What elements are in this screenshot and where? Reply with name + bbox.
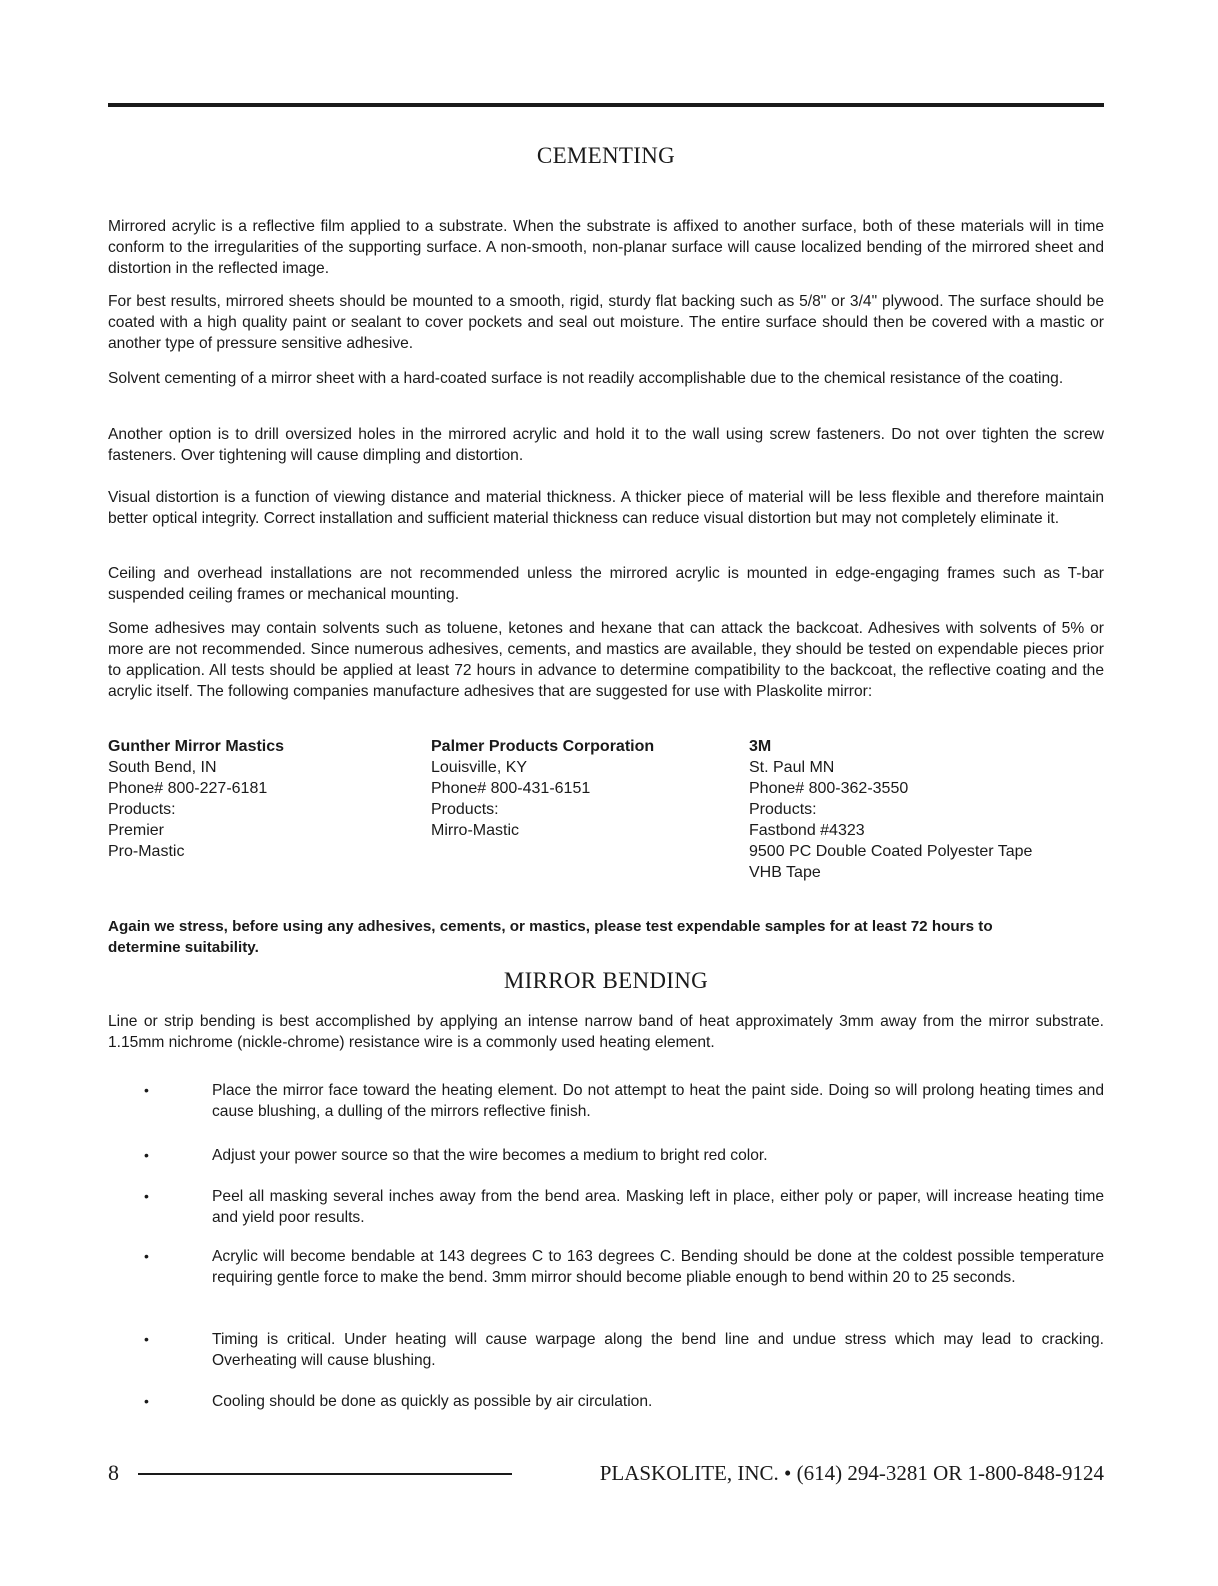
list-item-text: Place the mirror face toward the heating element. Do not attempt to heat the paint side. Doing so will prolong heating times and cause blushing, a dulling of the mirrors reflective finish. [212,1082,1104,1120]
company-location: Louisville, KY [431,759,528,776]
company-products-label: Products: [749,801,817,818]
mirror-bending-heading: MIRROR BENDING [503,968,709,993]
company-products-label: Products: [108,801,176,818]
page-footer [108,1458,1104,1488]
list-item-text: Timing is critical. Under heating will cause warpage along the bend line and undue stress which may lead to cracking. Overheating will cause blushing. [212,1331,1104,1369]
company-name: Gunther Mirror Mastics [108,738,285,755]
company-phone: Phone# 800-431-6151 [431,780,591,797]
cementing-paragraph-6: Ceiling and overhead installations are not recommended unless the mirrored acrylic is mounted in edge-engaging frames such as T-bar suspended ceiling frames or mechanical mounting. [108,565,1104,603]
company-3m [749,736,1032,883]
bullet-icon: • [144,1393,149,1409]
company-palmer [431,736,654,841]
company-gunther [108,736,284,862]
list-item-text: Acrylic will become bendable at 143 degrees C to 163 degrees C. Bending should be done at the coldest possible temperature requiring gentle force to make the bend. 3mm mirror should become pliable enough to bend within 20 to 25 seconds. [212,1248,1104,1286]
cementing-paragraph-4: Another option is to drill oversized holes in the mirrored acrylic and hold it to the wall using screw fasteners. Do not over tighten the screw fasteners. Over tightening will cause dimpling and distortion. [108,426,1104,464]
company-products-label: Products: [431,801,499,818]
bullet-icon: • [144,1188,149,1204]
company-name: Palmer Products Corporation [431,738,655,755]
footer-company-contact: PLASKOLITE, INC. • (614) 294-3281 OR 1-800-848-9124 [599,1461,1104,1485]
list-item-text: Cooling should be done as quickly as possible by air circulation. [212,1393,653,1410]
footer-rule-divider [138,1473,512,1475]
bullet-icon: • [144,1331,149,1347]
cementing-paragraph-5: Visual distortion is a function of viewing distance and material thickness. A thicker piece of material will be less flexible and therefore maintain better optical integrity. Correct installation and sufficient material thickness can reduce visual distortion but may not completely eliminate it. [108,489,1104,527]
adhesive-manufacturers [108,736,1104,886]
company-location: South Bend, IN [108,759,217,776]
cementing-paragraph-3: Solvent cementing of a mirror sheet with a hard-coated surface is not readily accomplishable due to the chemical resistance of the coating. [108,370,1064,387]
company-phone: Phone# 800-227-6181 [108,780,268,797]
company-product: Pro-Mastic [108,843,185,860]
cementing-heading: CEMENTING [536,143,676,168]
company-name: 3M [749,738,772,755]
cementing-paragraph-7: Some adhesives may contain solvents such as toluene, ketones and hexane that can attack the backcoat. Adhesives with solvents of 5% or more are not recommended. Since numerous adhesives, cements, and mastics are available, they should be tested on expendable pieces prior to application. All tests should be applied at least 72 hours in advance to determine compatibility to the backcoat, the reflective coating and the acrylic itself. The following companies manufacture adhesives that are suggested for use with Plaskolite mirror: [108,620,1104,700]
bullet-icon: • [144,1147,149,1163]
company-product: Fastbond #4323 [749,822,865,839]
mirror-bending-intro: Line or strip bending is best accomplished by applying an intense narrow band of heat approximately 3mm away from the mirror substrate. 1.15mm nichrome (nickle-chrome) resistance wire is a commonly used heating element. [108,1013,1104,1051]
adhesive-warning-note: Again we stress, before using any adhesives, cements, or mastics, please test expendable samples for at least 72 hours to determine suitability. [108,918,993,956]
company-location: St. Paul MN [749,759,835,776]
cementing-paragraph-2: For best results, mirrored sheets should be mounted to a smooth, rigid, sturdy flat backing such as 5/8" or 3/4" plywood. The surface should be coated with a high quality paint or sealant to cover pockets and seal out moisture. The entire surface should then be covered with a mastic or another type of pressure sensitive adhesive. [108,293,1104,352]
company-product: VHB Tape [749,864,821,881]
list-item-text: Peel all masking several inches away from the bend area. Masking left in place, either poly or paper, will increase heating time and yield poor results. [212,1188,1104,1226]
top-rule-divider [108,103,1104,107]
page-number: 8 [108,1460,119,1485]
company-product: Mirro-Mastic [431,822,519,839]
company-phone: Phone# 800-362-3550 [749,780,909,797]
bullet-icon: • [144,1082,149,1098]
company-product: 9500 PC Double Coated Polyester Tape [749,843,1033,860]
company-product: Premier [108,822,165,839]
bullet-icon: • [144,1248,149,1264]
list-item-text: Adjust your power source so that the wire becomes a medium to bright red color. [212,1147,768,1164]
cementing-paragraph-1: Mirrored acrylic is a reflective film applied to a substrate. When the substrate is affixed to another surface, both of these materials will in time conform to the irregularities of the supporting surface. A non-smooth, non-planar surface will cause localized bending of the mirrored sheet and distortion in the reflected image. [108,218,1104,277]
